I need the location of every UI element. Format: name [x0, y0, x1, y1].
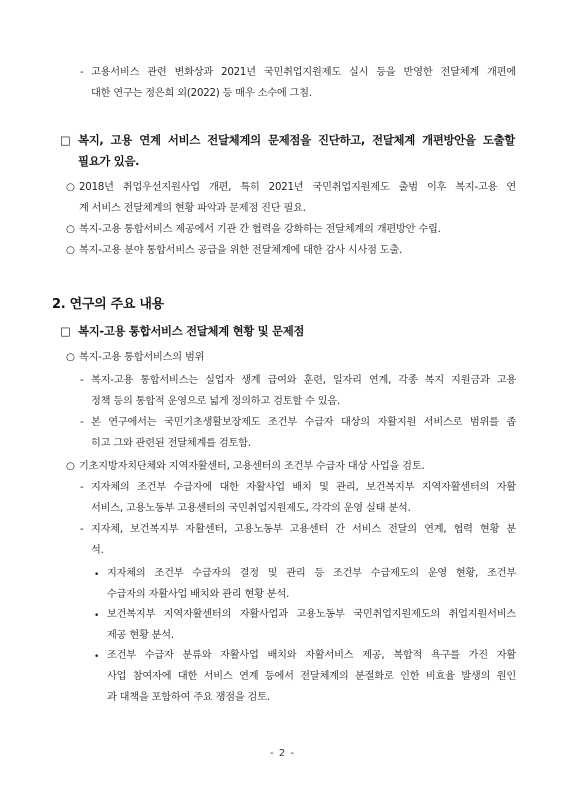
para1-line2: 대한 연구는 정은희 외(2022) 등 매우 소수에 그침. — [91, 88, 312, 99]
square-marker: □ — [60, 324, 71, 338]
subsection-title: 복지-고용 통합서비스 전달체계 현황 및 문제점 — [78, 324, 305, 338]
bullet3-line1: 조건부 수급자 분류와 자활사업 배치와 자활서비스 제공, 복합적 욕구를 가진 자활 — [107, 650, 516, 661]
bullet1-line2: 수급자의 자활사업 배치와 관리 현황 분석. — [107, 589, 290, 600]
block1-title-line2: 필요가 있음. — [78, 154, 140, 168]
dash-marker: - — [80, 524, 84, 535]
dash-marker: - — [80, 375, 84, 386]
block1-title-line1: 복지, 고용 연계 서비스 전달체계의 문제점을 진단하고, 전달체계 개편방안을 도출할 — [78, 133, 515, 147]
circle-marker: ○ — [66, 461, 75, 472]
review-title: 기초지방자치단체와 지역자활센터, 고용센터의 조건부 수급자 대상 사업을 검토. — [79, 461, 425, 472]
circle-marker: ○ — [66, 224, 75, 235]
bullet3-line2: 사업 참여자에 대한 서비스 연계 등에서 전달체계의 분절화로 인한 비효율 발생의 원인 — [107, 671, 516, 682]
circle-marker: ○ — [66, 352, 75, 363]
block1-item1-line2: 계 서비스 전달체계의 현황 파악과 문제점 진단 필요. — [79, 203, 306, 214]
scope-dash2-line1: 본 연구에서는 국민기초생활보장제도 조건부 수급자 대상의 자활지원 서비스로 범위를 좁 — [91, 417, 516, 428]
block1-item1-line1: 2018년 취업우선지원사업 개편, 특히 2021년 국민취업지원제도 출범 이후 복지-고용 연 — [79, 182, 516, 193]
dash-marker: - — [80, 417, 84, 428]
bullet1-line1: 지자체의 조건부 수급자의 결정 및 관리 등 조건부 수급제도의 운영 현황, 조건부 — [107, 568, 516, 579]
scope-dash2-line2: 히고 그와 관련된 전달체계를 검토함. — [91, 438, 251, 449]
bullet-marker: • — [94, 652, 100, 662]
circle-marker: ○ — [66, 182, 75, 193]
review-dash2-line2: 석. — [91, 545, 104, 556]
para1-line1: 고용서비스 관련 변화상과 2021년 국민취업지원제도 실시 등을 반영한 전달체계 개편에 — [91, 67, 516, 78]
block1-item3: 복지-고용 분야 통합서비스 공급을 위한 전달체계에 대한 감사 시사점 도출. — [79, 245, 403, 256]
scope-dash1-line1: 복지-고용 통합서비스는 실업자 생계 급여와 훈련, 일자리 연계, 각종 복지 지원금과 고용 — [91, 375, 516, 386]
section-heading: 2. 연구의 주요 내용 — [52, 297, 164, 312]
circle-marker: ○ — [66, 245, 75, 256]
square-marker: □ — [60, 133, 71, 147]
review-dash1-line2: 서비스, 고용노동부 고용센터의 국민취업지원제도, 각각의 운영 실태 분석. — [91, 503, 411, 514]
bullet2-line2: 제공 현황 분석. — [107, 630, 174, 641]
scope-dash1-line2: 정책 등의 통합적 운영으로 넓게 정의하고 검토할 수 있음. — [91, 396, 341, 407]
bullet2-line1: 보건복지부 지역자활센터의 자활사업과 고용노동부 국민취업지원제도의 취업지원서비스 — [107, 609, 516, 620]
dash-marker: - — [80, 482, 84, 493]
scope-title: 복지-고용 통합서비스의 범위 — [79, 352, 205, 363]
block1-item2: 복지-고용 통합서비스 제공에서 기관 간 협력을 강화하는 전달체계의 개편방안 수립. — [79, 224, 441, 235]
bullet-marker: • — [94, 570, 100, 580]
dash-marker: - — [80, 67, 84, 78]
review-dash2-line1: 지자체, 보건복지부 자활센터, 고용노동부 고용센터 간 서비스 전달의 연계, 협력 현황 분 — [91, 524, 516, 535]
page-number: - 2 - — [270, 748, 295, 759]
review-dash1-line1: 지자체의 조건부 수급자에 대한 자활사업 배치 및 관리, 보건복지부 지역자활센터의 자활 — [91, 482, 516, 493]
bullet3-line3: 과 대책을 포함하여 주요 쟁점을 검토. — [107, 692, 270, 703]
bullet-marker: • — [94, 611, 100, 621]
